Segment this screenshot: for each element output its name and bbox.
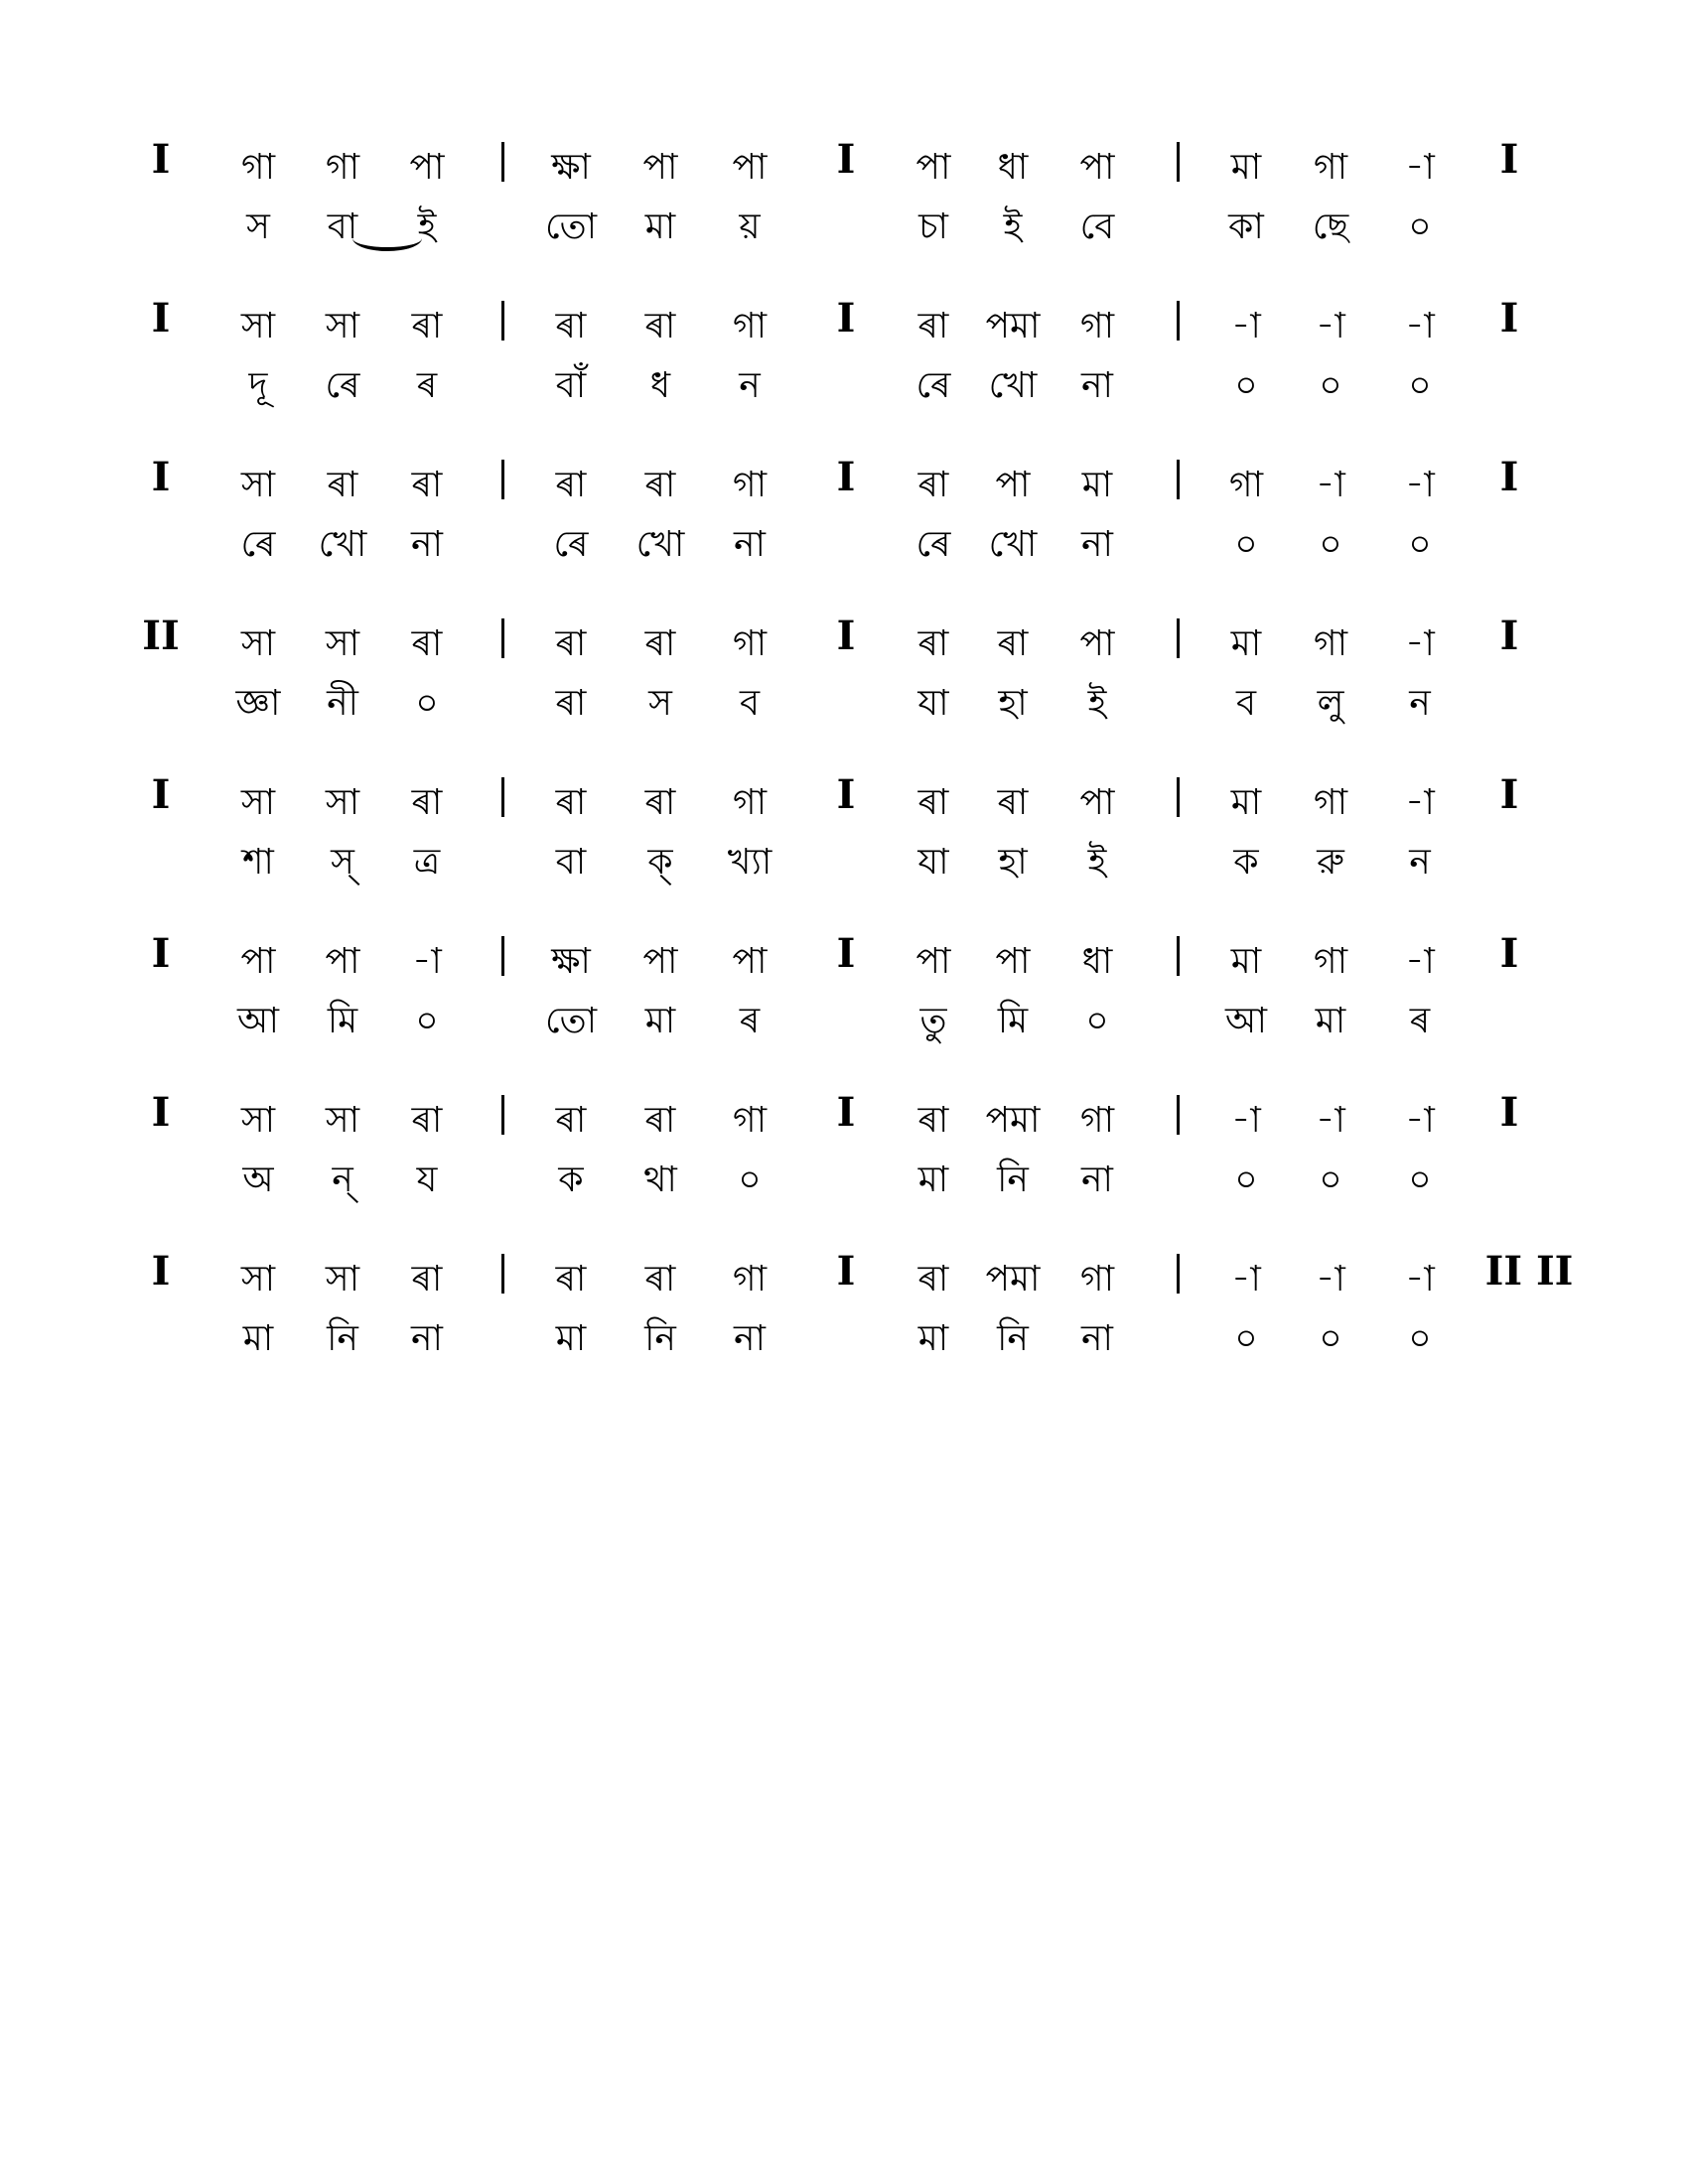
beat-divider: [1177, 936, 1180, 976]
swara-note: সা: [240, 782, 276, 823]
lyric-syllable: ৰ: [416, 365, 438, 406]
notation-line: [0, 1246, 1688, 1365]
swara-note: -া: [1231, 306, 1261, 346]
lyric-syllable: মা: [644, 206, 676, 247]
barline-start: I: [151, 295, 171, 341]
barline-end: I: [1499, 136, 1519, 183]
lyric-syllable: ৰ: [739, 1001, 761, 1041]
lyric-syllable: ০: [1234, 524, 1258, 565]
swara-note: ৰা: [555, 465, 587, 505]
lyric-syllable: ৰা: [555, 683, 587, 724]
lyric-syllable: ব: [1235, 683, 1257, 724]
notation-line: [0, 928, 1688, 1047]
lyric-syllable: ০: [415, 683, 439, 724]
lyric-syllable: ০: [1234, 365, 1258, 406]
lyric-syllable: দূ: [248, 365, 268, 406]
barline-end: I: [1499, 930, 1519, 977]
lyric-syllable: নি: [327, 1318, 358, 1359]
lyric-syllable: হা: [998, 683, 1028, 724]
lyric-syllable: স: [648, 683, 672, 724]
lyric-syllable: ত্র: [413, 842, 441, 883]
lyric-syllable: ন্: [332, 1160, 353, 1200]
lyric-syllable: ০: [1319, 1160, 1342, 1200]
swara-note: পা: [995, 941, 1031, 982]
beat-divider: [1177, 142, 1180, 182]
lyric-syllable: ন: [739, 365, 761, 406]
lyric-syllable: মা: [555, 1318, 587, 1359]
swara-note: ৰা: [644, 1100, 676, 1141]
lyric-syllable: ক্: [647, 842, 673, 883]
swara-note: সা: [325, 782, 360, 823]
swara-note: -া: [1405, 306, 1435, 346]
swara-note: ৰা: [555, 623, 587, 664]
swara-note: -া: [1405, 782, 1435, 823]
swara-note: -া: [1405, 1259, 1435, 1299]
swara-note: মা: [1230, 941, 1262, 982]
swara-note: সা: [240, 623, 276, 664]
lyric-syllable: ৰে: [553, 524, 589, 565]
lyric-syllable: না: [734, 524, 766, 565]
lyric-syllable: না: [1081, 1318, 1113, 1359]
lyric-syllable: ব: [739, 683, 761, 724]
swara-note: -া: [1405, 1100, 1435, 1141]
swara-note: ৰা: [997, 782, 1029, 823]
swara-note: গা: [1313, 782, 1348, 823]
swara-note: পা: [1079, 623, 1115, 664]
swara-note: ৰা: [411, 782, 443, 823]
lyric-syllable: শা: [242, 842, 274, 883]
barline-end: I: [1499, 454, 1519, 500]
lyric-syllable: ০: [1319, 365, 1342, 406]
lyric-syllable: ই: [417, 206, 437, 247]
beat-divider: [501, 1095, 504, 1135]
lyric-syllable: ৰে: [915, 365, 951, 406]
swara-note: গা: [732, 465, 768, 505]
lyric-syllable: জ্ঞা: [235, 683, 281, 724]
swara-note: সা: [240, 465, 276, 505]
barline-start: I: [151, 136, 171, 183]
swara-note: -া: [1405, 147, 1435, 188]
notation-line: [0, 134, 1688, 253]
lyric-syllable: না: [734, 1318, 766, 1359]
swara-note: গা: [325, 147, 360, 188]
lyric-syllable: ০: [1408, 365, 1432, 406]
beat-divider: [501, 460, 504, 499]
swara-note: সা: [325, 306, 360, 346]
swara-note: -া: [1316, 1100, 1345, 1141]
lyric-syllable: হা: [998, 842, 1028, 883]
swara-note: গা: [732, 623, 768, 664]
swara-note: -া: [1405, 465, 1435, 505]
lyric-syllable: ৰে: [240, 524, 276, 565]
swara-note: ৰা: [917, 306, 949, 346]
swara-note: ৰা: [917, 1259, 949, 1299]
barline-middle: I: [836, 136, 856, 183]
swara-note: পা: [325, 941, 360, 982]
barline-middle: I: [836, 454, 856, 500]
barline-start: I: [151, 454, 171, 500]
lyric-syllable: ন: [1409, 683, 1431, 724]
beat-divider: [501, 1254, 504, 1294]
lyric-syllable: ০: [738, 1160, 762, 1200]
barline-end: I: [1499, 295, 1519, 341]
swara-note: সা: [325, 623, 360, 664]
lyric-syllable: ৰে: [325, 365, 360, 406]
swara-note: সা: [240, 1100, 276, 1141]
barline-middle: I: [836, 295, 856, 341]
lyric-syllable: বা: [555, 842, 587, 883]
lyric-syllable: ছে: [1312, 206, 1349, 247]
lyric-syllable: ন: [1409, 842, 1431, 883]
beat-divider: [1177, 301, 1180, 341]
swara-note: গা: [732, 306, 768, 346]
swara-note: গা: [732, 782, 768, 823]
barline-start: I: [151, 1089, 171, 1136]
lyric-syllable: মা: [242, 1318, 274, 1359]
swara-note: পমা: [985, 306, 1041, 346]
lyric-syllable: বে: [1079, 206, 1115, 247]
lyric-syllable: ই: [1003, 206, 1023, 247]
swara-note: ৰা: [917, 623, 949, 664]
lyric-syllable: ০: [1319, 524, 1342, 565]
swara-note: সা: [240, 306, 276, 346]
lyric-syllable: ক: [1233, 842, 1259, 883]
swara-note: -া: [1316, 465, 1345, 505]
lyric-syllable: ধ: [649, 365, 671, 406]
notation-line: [0, 452, 1688, 571]
lyric-syllable: ই: [1087, 842, 1107, 883]
swara-note: গা: [1079, 306, 1115, 346]
swara-note: মা: [1230, 147, 1262, 188]
lyric-syllable: ই: [1087, 683, 1107, 724]
swara-note: সা: [240, 1259, 276, 1299]
swara-note: ৰা: [411, 1100, 443, 1141]
lyric-syllable: স্: [331, 842, 354, 883]
lyric-syllable: ০: [1319, 1318, 1342, 1359]
lyric-syllable: ০: [1234, 1160, 1258, 1200]
beat-divider: [501, 618, 504, 658]
barline-end: I: [1499, 1089, 1519, 1136]
notation-line: [0, 611, 1688, 730]
swara-note: মা: [1230, 623, 1262, 664]
lyric-syllable: খো: [988, 365, 1038, 406]
swara-note: ৰা: [411, 623, 443, 664]
swara-note: মা: [1081, 465, 1113, 505]
barline-end: I: [1499, 771, 1519, 818]
lyric-syllable: মি: [327, 1001, 358, 1041]
lyric-syllable: নি: [997, 1318, 1029, 1359]
lyric-syllable: মা: [917, 1318, 949, 1359]
barline-start: I: [151, 930, 171, 977]
lyric-syllable: ৰে: [915, 524, 951, 565]
swara-note: গা: [240, 147, 276, 188]
lyric-syllable: খো: [635, 524, 685, 565]
lyric-syllable: ক: [558, 1160, 584, 1200]
beat-divider: [501, 142, 504, 182]
swara-note: ৰা: [555, 1100, 587, 1141]
lyric-syllable: নী: [327, 683, 358, 724]
swara-note: পা: [915, 941, 951, 982]
lyric-syllable: তো: [544, 1001, 598, 1041]
barline-start: I: [151, 1248, 171, 1295]
barline-middle: I: [836, 771, 856, 818]
swara-note: গা: [1079, 1100, 1115, 1141]
lyric-syllable: ০: [1408, 1160, 1432, 1200]
lyric-syllable: থা: [643, 1160, 677, 1200]
lyric-syllable: স: [246, 206, 270, 247]
swara-note: ৰা: [917, 782, 949, 823]
lyric-syllable: বা: [327, 206, 358, 247]
beat-divider: [1177, 777, 1180, 817]
barline-end: II II: [1484, 1248, 1574, 1295]
swara-note: পা: [995, 465, 1031, 505]
swara-note: মা: [1230, 782, 1262, 823]
swara-note: সা: [325, 1100, 360, 1141]
beat-divider: [501, 777, 504, 817]
lyric-syllable: ০: [1408, 206, 1432, 247]
lyric-syllable: কা: [1228, 206, 1264, 247]
barline-middle: I: [836, 1089, 856, 1136]
lyric-syllable: ৰ: [1409, 1001, 1431, 1041]
lyric-syllable: না: [1081, 524, 1113, 565]
barline-middle: I: [836, 613, 856, 659]
lyric-syllable: মা: [917, 1160, 949, 1200]
swara-note: গা: [732, 1100, 768, 1141]
barline-start: I: [151, 771, 171, 818]
swara-note: পা: [642, 941, 678, 982]
lyric-syllable: না: [411, 1318, 443, 1359]
lyric-syllable: বাঁ: [555, 365, 587, 406]
lyric-syllable: ০: [1408, 1318, 1432, 1359]
lyric-syllable: যা: [917, 683, 949, 724]
barline-middle: I: [836, 930, 856, 977]
beat-divider: [1177, 1095, 1180, 1135]
swara-note: ৰা: [644, 623, 676, 664]
swara-note: পা: [732, 147, 768, 188]
beat-divider: [1177, 460, 1180, 499]
lyric-syllable: নি: [997, 1160, 1029, 1200]
notation-line: [0, 1087, 1688, 1206]
swara-note: ৰা: [644, 306, 676, 346]
lyric-syllable: আ: [237, 1001, 279, 1041]
swara-note: গা: [732, 1259, 768, 1299]
swara-note: পা: [409, 147, 445, 188]
swara-note: গা: [1079, 1259, 1115, 1299]
swara-note: ৰা: [411, 465, 443, 505]
swara-note: ৰা: [644, 465, 676, 505]
swara-note: গা: [1313, 623, 1348, 664]
swara-note: ক্ষা: [551, 941, 591, 982]
swara-note: ৰা: [555, 782, 587, 823]
lyric-syllable: তু: [919, 1001, 947, 1041]
swara-note: গা: [1228, 465, 1264, 505]
lyric-syllable: তো: [544, 206, 598, 247]
lyric-syllable: অ: [242, 1160, 274, 1200]
beat-divider: [501, 936, 504, 976]
notation-line: [0, 769, 1688, 888]
lyric-syllable: মা: [644, 1001, 676, 1041]
swara-note: পা: [1079, 782, 1115, 823]
beat-divider: [501, 301, 504, 341]
swara-note: ৰা: [411, 1259, 443, 1299]
barline-middle: I: [836, 1248, 856, 1295]
swara-note: ক্ষা: [551, 147, 591, 188]
swara-note: ৰা: [917, 465, 949, 505]
swara-note: পমা: [985, 1100, 1041, 1141]
swara-note: -া: [1316, 306, 1345, 346]
lyric-syllable: ০: [1408, 524, 1432, 565]
lyric-syllable: নি: [644, 1318, 676, 1359]
lyric-syllable: যা: [917, 842, 949, 883]
swara-note: -া: [1316, 1259, 1345, 1299]
swara-note: পমা: [985, 1259, 1041, 1299]
swara-note: ৰা: [555, 1259, 587, 1299]
lyric-syllable: না: [411, 524, 443, 565]
swara-note: -া: [1231, 1100, 1261, 1141]
barline-end: I: [1499, 613, 1519, 659]
swara-note: গা: [1313, 147, 1348, 188]
swara-note: পা: [240, 941, 276, 982]
swara-note: ৰা: [327, 465, 358, 505]
lyric-syllable: ০: [415, 1001, 439, 1041]
notation-line: [0, 293, 1688, 412]
swara-note: ৰা: [555, 306, 587, 346]
lyric-syllable: মি: [997, 1001, 1029, 1041]
swara-note: -া: [1231, 1259, 1261, 1299]
swara-note: ৰা: [411, 306, 443, 346]
lyric-syllable: খো: [988, 524, 1038, 565]
swara-note: -া: [1405, 941, 1435, 982]
swara-note: পা: [1079, 147, 1115, 188]
swara-note: পা: [642, 147, 678, 188]
lyric-syllable: খো: [318, 524, 367, 565]
swara-note: -া: [412, 941, 442, 982]
lyric-syllable: না: [1081, 1160, 1113, 1200]
swara-note: -া: [1405, 623, 1435, 664]
swara-note: ৰা: [644, 1259, 676, 1299]
lyric-syllable: লু: [1317, 683, 1344, 724]
lyric-syllable: মা: [1315, 1001, 1346, 1041]
beat-divider: [1177, 1254, 1180, 1294]
swara-note: গা: [1313, 941, 1348, 982]
swara-note: ৰা: [644, 782, 676, 823]
lyric-syllable: খ্যা: [727, 842, 773, 883]
lyric-syllable: চা: [918, 206, 948, 247]
lyric-syllable: রু: [1317, 842, 1344, 883]
lyric-syllable: য়: [739, 206, 761, 247]
lyric-syllable: ০: [1234, 1318, 1258, 1359]
lyric-syllable: ০: [1085, 1001, 1109, 1041]
swara-note: ৰা: [997, 623, 1029, 664]
swara-note: ধা: [997, 147, 1029, 188]
barline-start: II: [142, 613, 180, 659]
lyric-syllable: য: [416, 1160, 438, 1200]
swara-note: ৰা: [917, 1100, 949, 1141]
swara-note: সা: [325, 1259, 360, 1299]
lyric-syllable: না: [1081, 365, 1113, 406]
swara-note: পা: [732, 941, 768, 982]
lyric-syllable: আ: [1225, 1001, 1267, 1041]
beat-divider: [1177, 618, 1180, 658]
slur-mark: [352, 225, 422, 251]
swara-note: পা: [915, 147, 951, 188]
swara-note: ধা: [1081, 941, 1113, 982]
